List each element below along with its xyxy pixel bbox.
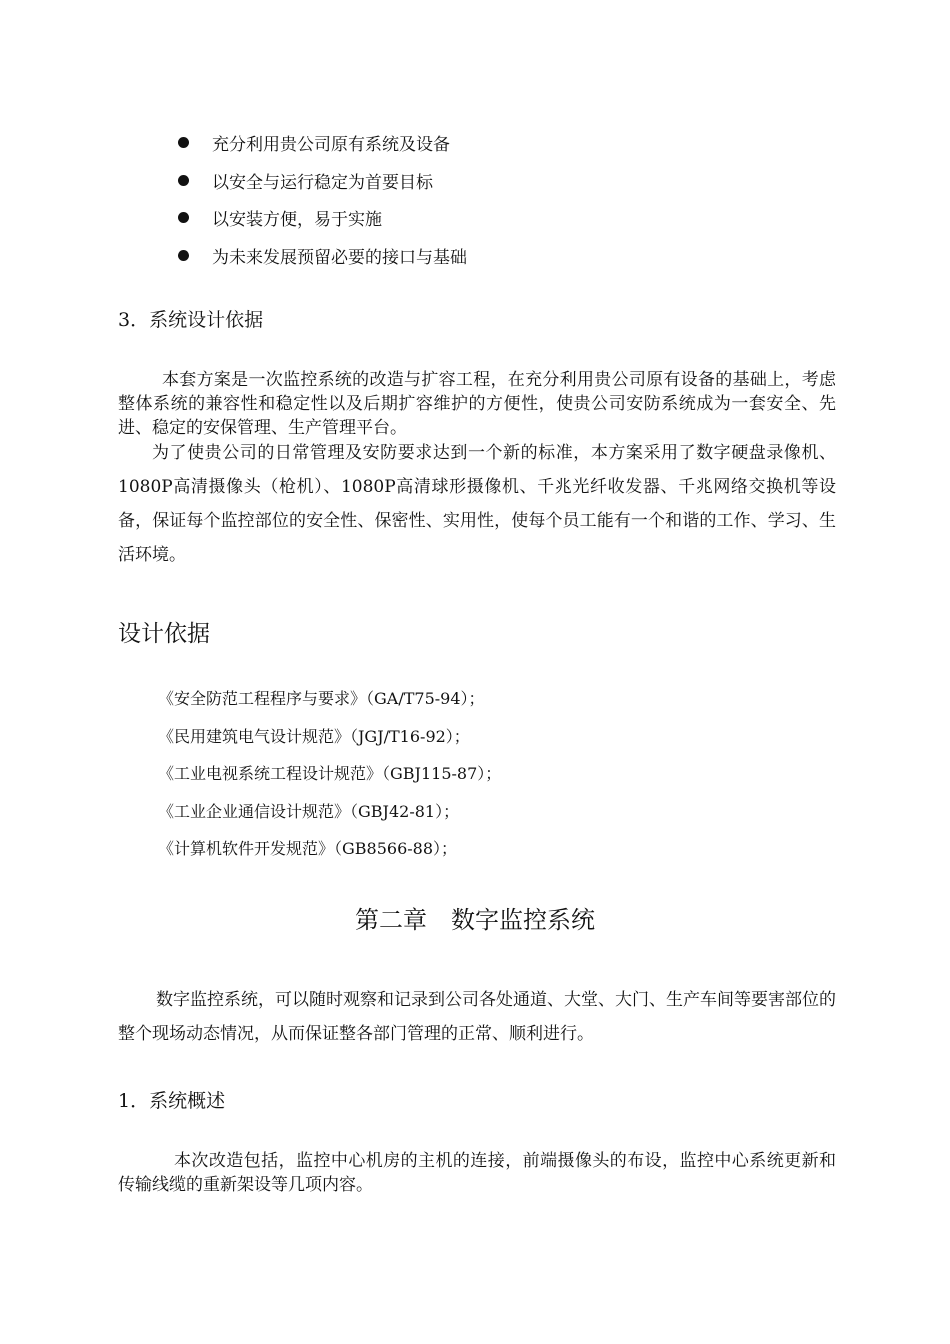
section-3-paragraph-2: 为了使贵公司的日常管理及安防要求达到一个新的标准，本方案采用了数字硬盘录像机、1080P高清摄像头（枪机）、1080P高清球形摄像机、千兆光纤收发器、千兆网络交换机等设备，保证每个监控部位的安全性、保密性、实用性，使每个员工能有一个和谐的工作、学习、生活环境。 [118,443,836,565]
chapter-2-title: 第二章 数字监控系统 [355,906,595,934]
list-item-text: 以安全与运行稳定为首要目标 [212,172,433,193]
section-3-paragraph-1: 本套方案是一次监控系统的改造与扩容工程，在充分利用贵公司原有设备的基础上，考虑整体系统的兼容性和稳定性以及后期扩容维护的方便性，使贵公司安防系统成为一套安全、先进、稳定的安保管理、生产管理平台。 [118,370,836,438]
list-item: 《工业企业通信设计规范》（GBJ42-81）； [158,801,460,821]
list-item [178,162,467,200]
chapter-2-intro: 数字监控系统，可以随时观察和记录到公司各处通道、大堂、大门、生产车间等要害部位的整个现场动态情况，从而保证整各部门管理的正常、顺利进行。 [118,990,836,1044]
section-1-heading: 1．系统概述 [118,1090,226,1112]
bullet-icon [178,137,189,148]
bullet-icon [178,212,189,223]
bullet-icon [178,250,189,261]
list-item-text: 为未来发展预留必要的接口与基础 [212,247,467,268]
list-item [178,124,467,162]
list-item: 《安全防范工程程序与要求》（GA/T75-94）； [158,689,485,708]
list-item-text: 充分利用贵公司原有系统及设备 [212,135,450,156]
list-item: 《民用建筑电气设计规范》（JGJ/T16-92）； [158,726,470,746]
list-item [178,237,467,275]
bullet-icon [178,175,189,186]
section-1-paragraph: 本次改造包括，监控中心机房的主机的连接，前端摄像头的布设，监控中心系统更新和传输线缆的重新架设等几项内容。 [118,1151,836,1195]
list-item-text: 以安装方便，易于实施 [212,210,382,231]
list-item [178,199,467,237]
design-basis-heading: 设计依据 [118,621,210,647]
principles-list [178,124,467,274]
list-item: 《工业电视系统工程设计规范》（GBJ115-87）； [158,764,502,783]
section-3-heading: 3．系统设计依据 [118,309,264,331]
design-basis-list [158,680,501,868]
list-item: 《计算机软件开发规范》（GB8566-88）； [158,839,458,858]
